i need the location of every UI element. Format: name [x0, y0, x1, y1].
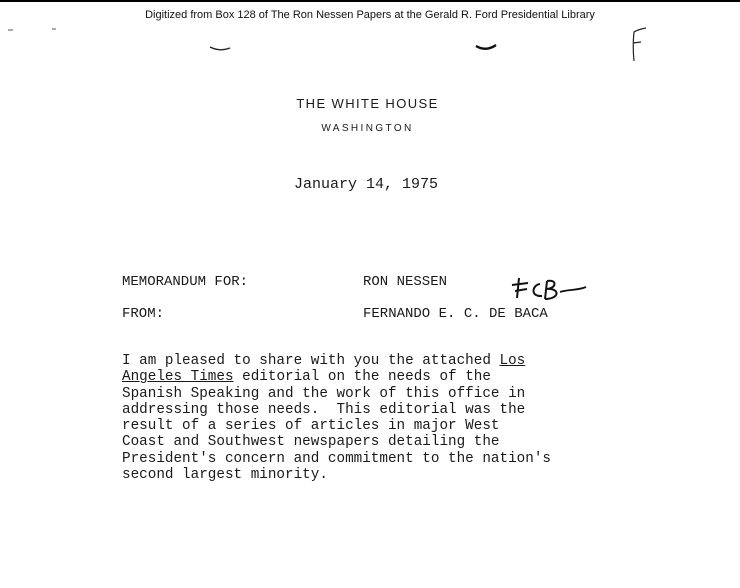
digitized-note: Digitized from Box 128 of The Ron Nessen Papers at the Gerald R. Ford Presidential Library: [145, 9, 595, 21]
body-text-2: editorial on the needs of the Spanish Speaking and the work of this office in addressing those needs. This editorial was the result of a series of articles in major West Coast and Southwest newspapers detailing the President's concern and commitment to the nation's second largest minority.: [122, 369, 551, 484]
handwritten-initials-fcb: [508, 272, 590, 306]
publication-name-1: Los: [499, 353, 526, 369]
letterhead-subtitle: WASHINGTON: [321, 123, 414, 134]
scan-mark-left: [208, 44, 232, 54]
handwritten-f-mark: [624, 26, 650, 64]
letterhead-title: THE WHITE HOUSE: [296, 96, 439, 111]
scan-mark-right: [474, 42, 498, 54]
memo-date: January 14, 1975: [294, 176, 439, 193]
memo-from-value: FERNANDO E. C. DE BACA: [363, 306, 548, 322]
memo-body: [122, 353, 622, 483]
body-text-1: I am pleased to share with you the attached: [122, 353, 500, 369]
memo-from-label: FROM:: [122, 306, 165, 322]
top-rule: [0, 0, 740, 2]
memo-for-value: RON NESSEN: [363, 274, 448, 290]
publication-name-2: Angeles Times: [122, 369, 234, 386]
memo-for-label: MEMORANDUM FOR:: [122, 274, 249, 290]
scan-dash-left: [8, 27, 58, 33]
